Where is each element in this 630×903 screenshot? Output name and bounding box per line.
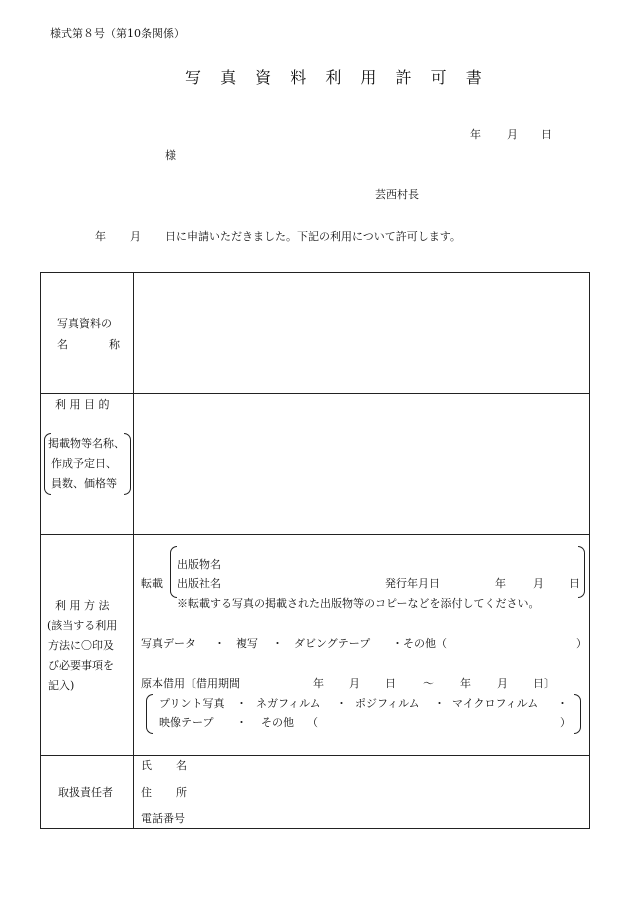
option-negative-film[interactable]: ネガフィルム xyxy=(256,697,321,710)
reprint-bracket-left xyxy=(170,546,177,598)
separator-dot: ・ xyxy=(336,697,347,710)
reprint-bracket-right xyxy=(578,546,585,598)
person-address-a: 住 xyxy=(141,786,152,799)
row3-label-line5: 記入) xyxy=(48,679,75,692)
row1-value-cell[interactable] xyxy=(134,273,589,393)
row4-label: 取扱責任者 xyxy=(58,786,113,799)
loan-period-label: 原本借用〔借用期間 xyxy=(141,677,240,690)
loan-end-month: 月 xyxy=(497,677,508,690)
issue-month-label: 月 xyxy=(533,577,544,590)
option-positive-film[interactable]: ポジフィルム xyxy=(355,697,420,710)
date-month-label: 月 xyxy=(507,128,518,141)
row3-label-line3: 方法に〇印及 xyxy=(48,639,114,652)
loan-items-bracket-left xyxy=(146,694,153,734)
form-number: 様式第８号（第10条関係） xyxy=(50,27,185,40)
page-title: 写 真 資 料 利 用 許 可 書 xyxy=(185,68,489,87)
publication-name-label: 出版物名 xyxy=(177,558,221,571)
other-close-paren: ） xyxy=(576,637,587,650)
row-divider-3 xyxy=(40,755,590,756)
row2-note-line3: 員数、価格等 xyxy=(51,477,117,490)
table-left-border xyxy=(40,272,41,829)
issuer-name: 芸西村長 xyxy=(375,188,419,201)
loan-start-year: 年 xyxy=(313,677,324,690)
separator-dot: ・ xyxy=(272,637,283,650)
other-close-paren-2: ） xyxy=(560,716,571,729)
intro-text: 日に申請いただきました。下記の利用について許可します。 xyxy=(165,230,461,243)
row1-label-name-b: 称 xyxy=(109,338,120,351)
option-microfilm[interactable]: マイクロフィルム xyxy=(452,697,539,710)
option-photo-data[interactable]: 写真データ xyxy=(141,637,196,650)
row3-label-line1: 利 用 方 法 xyxy=(55,599,110,612)
row2-note-bracket-right xyxy=(124,433,131,495)
person-name-b: 名 xyxy=(176,759,187,772)
person-name-a: 氏 xyxy=(141,759,152,772)
row2-note-line1: 掲載物等名称、 xyxy=(48,437,125,450)
loan-start-month: 月 xyxy=(349,677,360,690)
intro-year: 年 xyxy=(95,230,106,243)
loan-items-bracket-right xyxy=(574,694,581,734)
reprint-label: 転載 xyxy=(141,577,163,590)
row1-label-name-a: 名 xyxy=(57,338,68,351)
option-copy[interactable]: 複写 xyxy=(236,637,258,650)
issue-day-label: 日 xyxy=(569,577,580,590)
date-year-label: 年 xyxy=(470,128,481,141)
publisher-name-label: 出版社名 xyxy=(177,577,221,590)
row3-label-line2: (該当する利用 xyxy=(47,619,118,632)
issue-year-label: 年 xyxy=(495,577,506,590)
loan-end-day: 日〕 xyxy=(533,677,555,690)
row3-label-line4: び必要事項を xyxy=(48,659,114,672)
option-print-photo[interactable]: プリント写真 xyxy=(159,697,225,710)
row1-label-line1: 写真資料の xyxy=(57,317,112,330)
row2-label: 利 用 目 的 xyxy=(55,398,110,411)
addressee-suffix: 様 xyxy=(165,149,176,162)
loan-tilde: ～ xyxy=(423,677,434,690)
person-phone-label: 電話番号 xyxy=(141,812,185,825)
row2-value-cell[interactable] xyxy=(134,394,589,534)
table-bottom-border xyxy=(40,828,590,829)
loan-end-year: 年 xyxy=(460,677,471,690)
option-other[interactable]: その他 xyxy=(261,716,294,729)
person-address-b: 所 xyxy=(176,786,187,799)
row-divider-2 xyxy=(40,534,590,535)
option-dubbing-tape[interactable]: ダビングテープ xyxy=(294,637,371,650)
separator-dot: ・ xyxy=(557,697,568,710)
option-video-tape[interactable]: 映像テープ xyxy=(159,716,214,729)
table-right-border xyxy=(589,272,590,829)
separator-dot: ・ xyxy=(236,716,247,729)
separator-dot: ・ xyxy=(236,697,247,710)
loan-start-day: 日 xyxy=(385,677,396,690)
date-day-label: 日 xyxy=(541,128,552,141)
intro-month: 月 xyxy=(130,230,141,243)
option-other-prefix[interactable]: ・その他（ xyxy=(392,637,447,650)
issue-date-label: 発行年月日 xyxy=(385,577,440,590)
reprint-note: ※転載する写真の掲載された出版物等のコピーなどを添付してください。 xyxy=(177,597,540,610)
row2-note-line2: 作成予定日、 xyxy=(51,457,117,470)
separator-dot: ・ xyxy=(214,637,225,650)
other-open-paren: （ xyxy=(307,716,318,729)
separator-dot: ・ xyxy=(434,697,445,710)
